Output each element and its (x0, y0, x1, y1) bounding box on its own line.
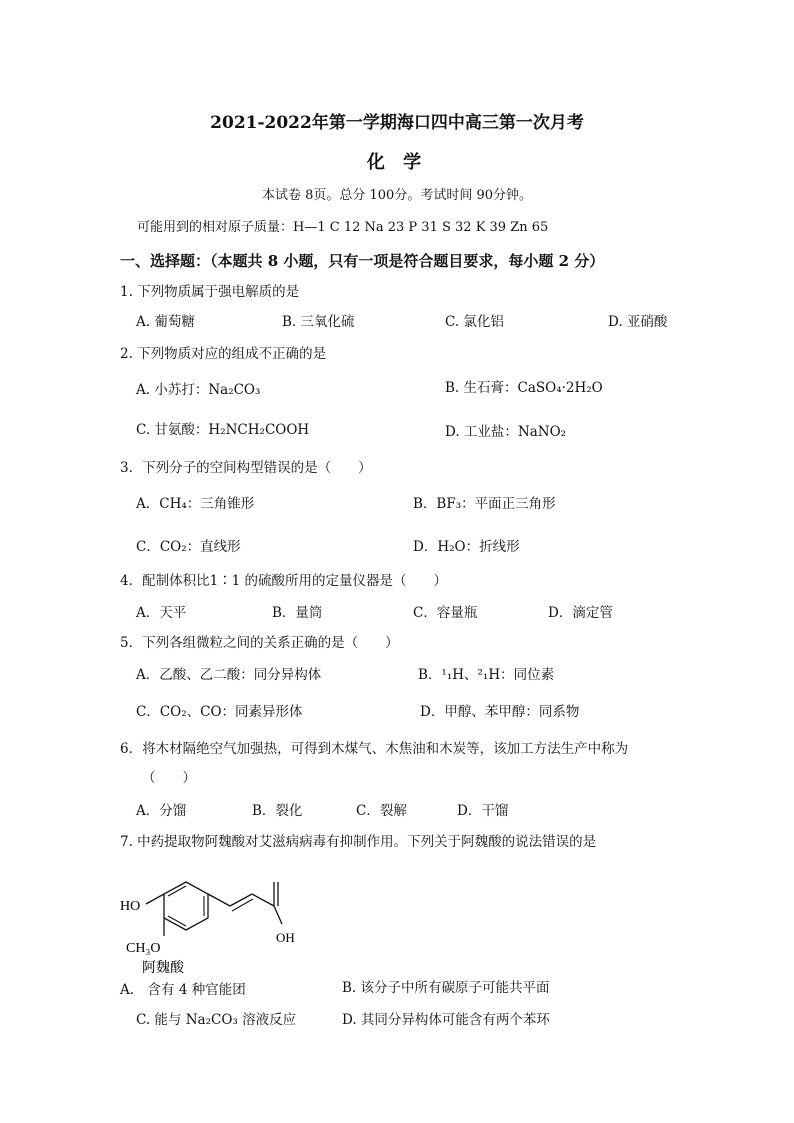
q5-option-d[interactable]: D．甲醇、苯甲醇：同系物 (420, 704, 580, 720)
subject-title: 化 学 (366, 152, 428, 173)
chain-bond-1 (208, 894, 230, 906)
q7-option-d[interactable]: D. 其同分异构体可能含有两个苯环 (342, 1012, 550, 1028)
q3-option-c[interactable]: C．CO₂：直线形 (136, 539, 241, 555)
chain-double-bond-2 (232, 899, 253, 911)
atomic-masses: 可能用到的相对原子质量：H—1 C 12 Na 23 P 31 S 32 K 39 Zn 65 (137, 220, 549, 235)
ferulic-acid-structure (116, 868, 316, 978)
q2-option-d[interactable]: D. 工业盐：NaNO₂ (445, 424, 567, 440)
oh-bond (274, 906, 282, 924)
benzene-ring (164, 882, 208, 930)
q2-option-a[interactable]: A. 小苏打：Na₂CO₃ (136, 382, 261, 398)
q3-option-a[interactable]: A．CH₄：三角锥形 (136, 496, 255, 512)
section-heading: 一、选择题：（本题共 8 小题，只有一项是符合题目要求，每小题 2 分） (120, 252, 605, 270)
oh-label: OH (276, 930, 295, 945)
q3-option-b[interactable]: B．BF₃：平面正三角形 (413, 496, 556, 512)
och3-label: CH₃O (126, 941, 161, 956)
exam-info: 本试卷 8页。总分 100分。考试时间 90分钟。 (261, 188, 533, 203)
q5-option-c[interactable]: C．CO₂、CO：同素异形体 (136, 704, 303, 720)
q6-option-b[interactable]: B．裂化 (252, 803, 303, 819)
question-2-stem: 2. 下列物质对应的组成不正确的是 (120, 346, 327, 362)
q7-option-a[interactable]: A. 含有 4 种官能团 (120, 982, 246, 998)
question-4-stem: 4．配制体积比1∶1 的硫酸所用的定量仪器是（ ） (120, 573, 448, 589)
question-6-blank: （ ） (142, 770, 196, 786)
q6-option-d[interactable]: D．干馏 (457, 803, 509, 819)
chain-double-bond (230, 894, 252, 906)
q1-option-d[interactable]: D. 亚硝酸 (608, 314, 668, 330)
q4-option-a[interactable]: A．天平 (136, 605, 187, 621)
q2-option-c[interactable]: C. 甘氨酸：H₂NCH₂COOH (136, 422, 310, 438)
ho-label: HO (120, 899, 141, 914)
q6-option-a[interactable]: A．分馏 (136, 803, 187, 819)
q7-option-c[interactable]: C. 能与 Na₂CO₃ 溶液反应 (136, 1012, 297, 1028)
question-1-stem: 1. 下列物质属于强电解质的是 (120, 284, 300, 300)
q2-option-b[interactable]: B. 生石膏：CaSO₄·2H₂O (445, 380, 603, 396)
q6-option-c[interactable]: C．裂解 (356, 803, 407, 819)
q5-option-a[interactable]: A．乙酸、乙二酸：同分异构体 (136, 667, 322, 683)
q1-option-a[interactable]: A. 葡萄糖 (136, 314, 195, 330)
q4-option-d[interactable]: D．滴定管 (548, 605, 613, 621)
q5-option-b[interactable]: B．¹₁H、²₁H：同位素 (418, 667, 555, 683)
q4-option-b[interactable]: B．量筒 (272, 605, 323, 621)
q1-option-c[interactable]: C. 氯化铝 (445, 314, 504, 330)
question-6-stem: 6．将木材隔绝空气加强热，可得到木煤气、木焦油和木炭等，该加工方法生产中称为 (120, 741, 629, 757)
question-5-stem: 5．下列各组微粒之间的关系正确的是（ ） (120, 635, 399, 651)
q1-option-b[interactable]: B. 三氧化硫 (282, 314, 355, 330)
chain-bond-2 (252, 894, 274, 906)
q3-option-d[interactable]: D．H₂O：折线形 (413, 539, 520, 555)
exam-title: 2021-2022年第一学期海口四中高三第一次月考 (210, 113, 584, 133)
question-3-stem: 3．下列分子的空间构型错误的是（ ） (120, 460, 372, 476)
question-7-stem: 7. 中药提取物阿魏酸对艾滋病病毒有抑制作用。下列关于阿魏酸的说法错误的是 (120, 834, 597, 850)
q7-option-b[interactable]: B. 该分子中所有碳原子可能共平面 (342, 980, 550, 996)
ho-bond (146, 894, 164, 904)
compound-name: 阿魏酸 (142, 960, 184, 976)
q4-option-c[interactable]: C．容量瓶 (413, 605, 478, 621)
